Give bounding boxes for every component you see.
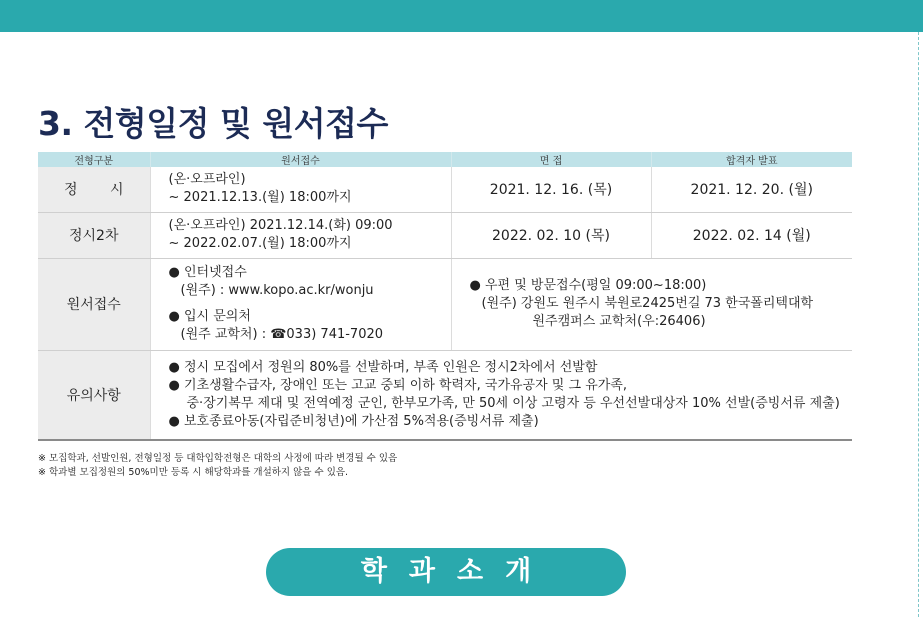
header-category: 전형구분 bbox=[38, 152, 150, 167]
table-row bbox=[38, 258, 852, 350]
row-application-second: (온·오프라인) 2021.12.14.(화) 09:00 ~ 2022.02.07.(월) 18:00까지 bbox=[150, 212, 451, 258]
page-edge-dashed-line bbox=[918, 32, 919, 617]
table-row bbox=[38, 167, 852, 212]
inquiry-phone: (원주 교학처) : ☎033) 741-7020 bbox=[180, 327, 384, 342]
note-item: ● 정시 모집에서 정원의 80%를 선발하며, 부족 인원은 정시2차에서 선발함 bbox=[168, 359, 598, 375]
top-banner bbox=[0, 0, 923, 32]
row-category-second: 정시2차 bbox=[38, 212, 150, 258]
submission-mail-info bbox=[451, 258, 852, 350]
row-category-notes: 유의사항 bbox=[38, 350, 150, 440]
mail-address-line2: 원주캠퍼스 교학처(우:26406) bbox=[532, 314, 706, 329]
table-row bbox=[38, 212, 852, 258]
note-item: ● 기초생활수급자, 장애인 또는 고교 중퇴 이하 학력자, 국가유공자 및 그 유가족, bbox=[168, 377, 627, 393]
notes-content bbox=[150, 350, 852, 440]
schedule-table bbox=[38, 152, 852, 441]
row-category-regular: 정 시 bbox=[38, 167, 150, 212]
mail-title: ● 우편 및 방문접수(평일 09:00~18:00) bbox=[469, 278, 707, 293]
inquiry-title: ● 입시 문의처 bbox=[168, 309, 251, 324]
row-interview-second: 2022. 02. 10 (목) bbox=[451, 212, 651, 258]
table-row bbox=[38, 350, 852, 440]
footnotes bbox=[38, 452, 397, 480]
mail-address-line1: (원주) 강원도 원주시 북원로2425번길 73 한국폴리텍대학 bbox=[481, 296, 814, 311]
row-announcement-second: 2022. 02. 14 (월) bbox=[651, 212, 852, 258]
header-announcement: 합격자 발표 bbox=[651, 152, 852, 167]
header-interview: 면 접 bbox=[451, 152, 651, 167]
submission-online-info bbox=[150, 258, 451, 350]
table-header-row bbox=[38, 152, 852, 167]
internet-url: (원주) : www.kopo.ac.kr/wonju bbox=[180, 283, 374, 298]
internet-title: ● 인터넷접수 bbox=[168, 265, 247, 280]
row-interview-regular: 2021. 12. 16. (목) bbox=[451, 167, 651, 212]
row-announcement-regular: 2021. 12. 20. (월) bbox=[651, 167, 852, 212]
footnote: ※ 모집학과, 선발인원, 전형일정 등 대학입학전형은 대학의 사정에 따라 변경될 수 있음 bbox=[38, 453, 398, 464]
department-intro-button[interactable]: 학과소개 bbox=[266, 548, 626, 596]
note-item: 중·장기복무 제대 및 전역예정 군인, 한부모가족, 만 50세 이상 고령자 등 우선선발대상자 10% 선발(증빙서류 제출) bbox=[186, 395, 840, 411]
note-item: ● 보호종료아동(자립준비청년)에 가산점 5%적용(증빙서류 제출) bbox=[168, 413, 539, 429]
section-title: 3. 전형일정 및 원서접수 bbox=[38, 104, 388, 143]
row-application-regular: (온·오프라인) ~ 2021.12.13.(월) 18:00까지 bbox=[150, 167, 451, 212]
row-category-submission: 원서접수 bbox=[38, 258, 150, 350]
header-application: 원서접수 bbox=[150, 152, 451, 167]
footnote: ※ 학과별 모집정원의 50%미만 등록 시 해당학과를 개설하지 않을 수 있음. bbox=[38, 467, 349, 478]
